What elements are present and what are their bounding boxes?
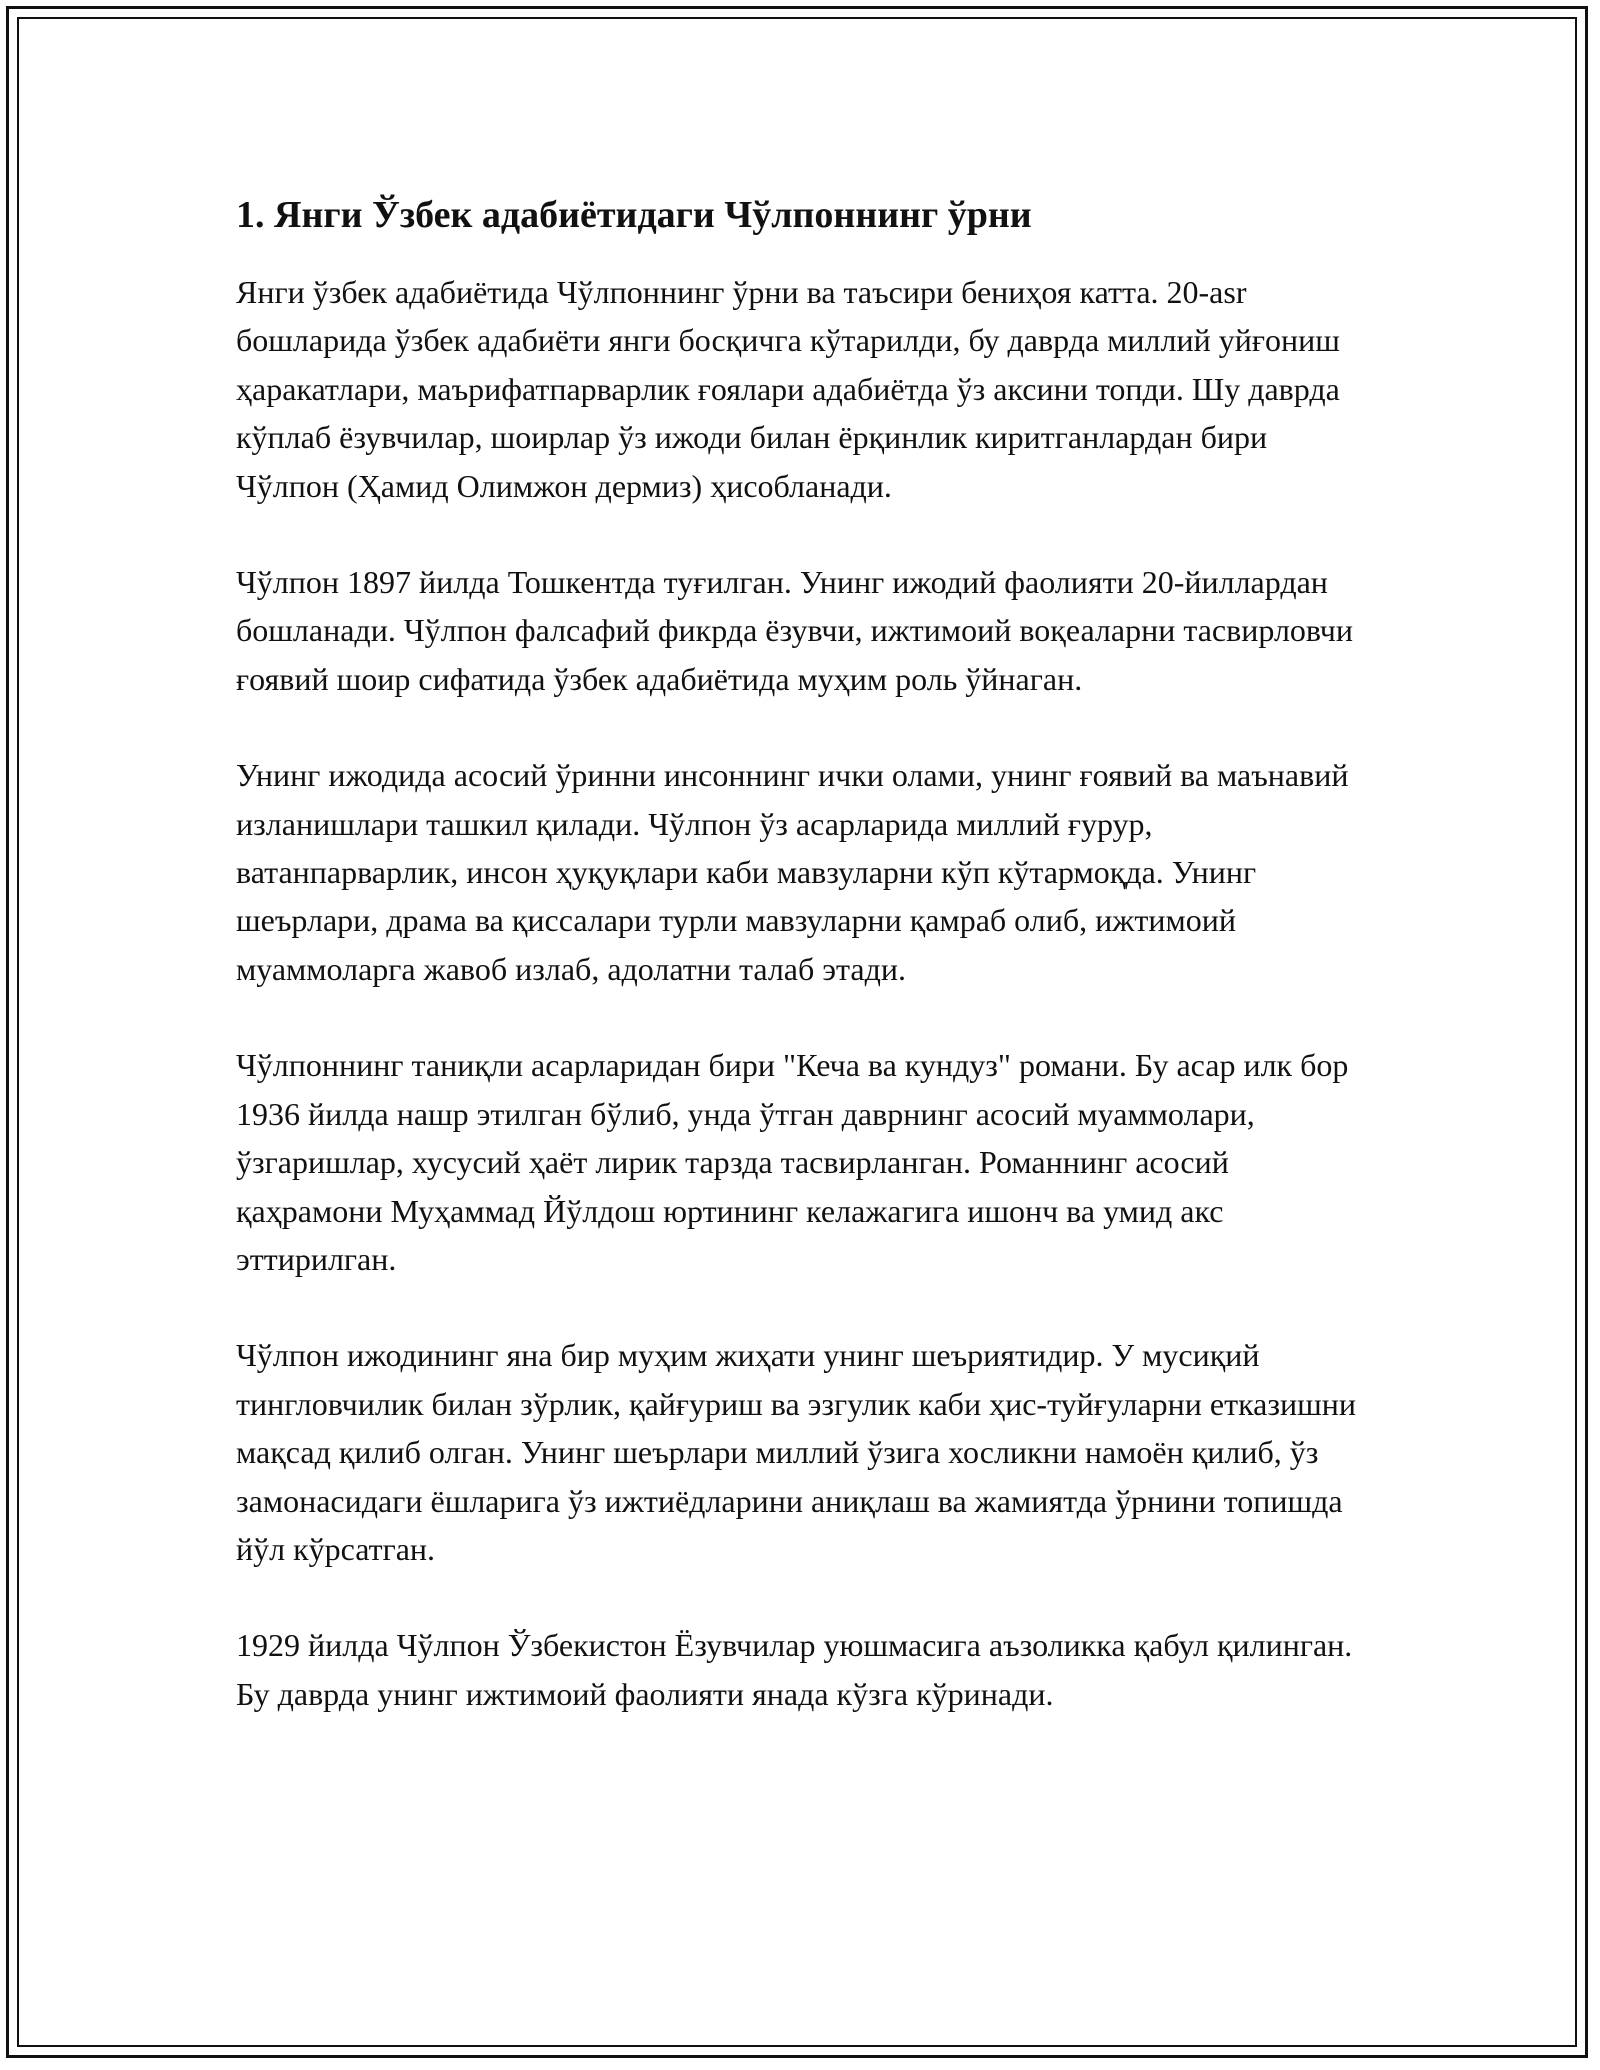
document-title: 1. Янги Ўзбек адабиётидаги Чўлпоннинг ўрни — [236, 194, 1032, 236]
paragraph-4: Чўлпоннинг таниқли асарларидан бири "Кеча ва кундуз" романи. Бу асар илк бор 1936 йилда нашр этилган бўлиб, унда ўтган даврнинг асосий муаммолари, ўзгаришлар, хусусий ҳаёт лирик тарзда тасвирланган. Романнинг асосий қаҳрамони Муҳаммад Йўлдош юртининг келажагига ишонч ва умид акс эттирилган. — [236, 1047, 1349, 1277]
paragraph-5: Чўлпон ижодининг яна бир муҳим жиҳати унинг шеъриятидир. У мусиқий тингловчилик билан зўрлик, қайғуриш ва эзгулик каби ҳис-туйғуларни етказишни мақсад қилиб олган. Унинг шеърлари миллий ўзига хосликни намоён қилиб, ўз замонасидаги ёшларига ўз ижтиёдларини аниқлаш ва жамиятда ўрнини топишда йўл кўрсатган. — [236, 1337, 1356, 1567]
paragraph-2: Чўлпон 1897 йилда Тошкентда туғилган. Унинг ижодий фаолияти 20-йиллардан бошланади. Чўлпон фалсафий фикрда ёзувчи, ижтимоий воқеаларни тасвирловчи ғоявий шоир сифатида ўзбек адабиётида муҳим роль ўйнаган. — [236, 564, 1354, 697]
paragraph-1: Янги ўзбек адабиётида Чўлпоннинг ўрни ва таъсири бениҳоя катта. 20-asr бошларида ўзбек адабиёти янги босқичга кўтарилди, бу даврда миллий уйғониш ҳаракатлари, маърифатпарварлик ғоялари адабиётда ўз аксини топди. Шу даврда кўплаб ёзувчилар, шоирлар ўз ижоди билан ёрқинлик киритганлардан бири Чўлпон (Ҳамид Олимжон дермиз) ҳисобланади. — [236, 274, 1340, 504]
document-body — [236, 190, 1366, 1718]
paragraph-3: Унинг ижодида асосий ўринни инсоннинг ички олами, унинг ғоявий ва маънавий изланишлари ташкил қилади. Чўлпон ўз асарларида миллий ғурур, ватанпарварлик, инсон ҳуқуқлари каби мавзуларни кўп кўтармоқда. Унинг шеърлари, драма ва қиссалари турли мавзуларни қамраб олиб, ижтимоий муаммоларга жавоб излаб, адолатни талаб этади. — [236, 757, 1349, 987]
paragraph-6: 1929 йилда Чўлпон Ўзбекистон Ёзувчилар уюшмасига аъзоликка қабул қилинган. Бу даврда унинг ижтимоий фаолияти янада кўзга кўринади. — [236, 1627, 1353, 1712]
